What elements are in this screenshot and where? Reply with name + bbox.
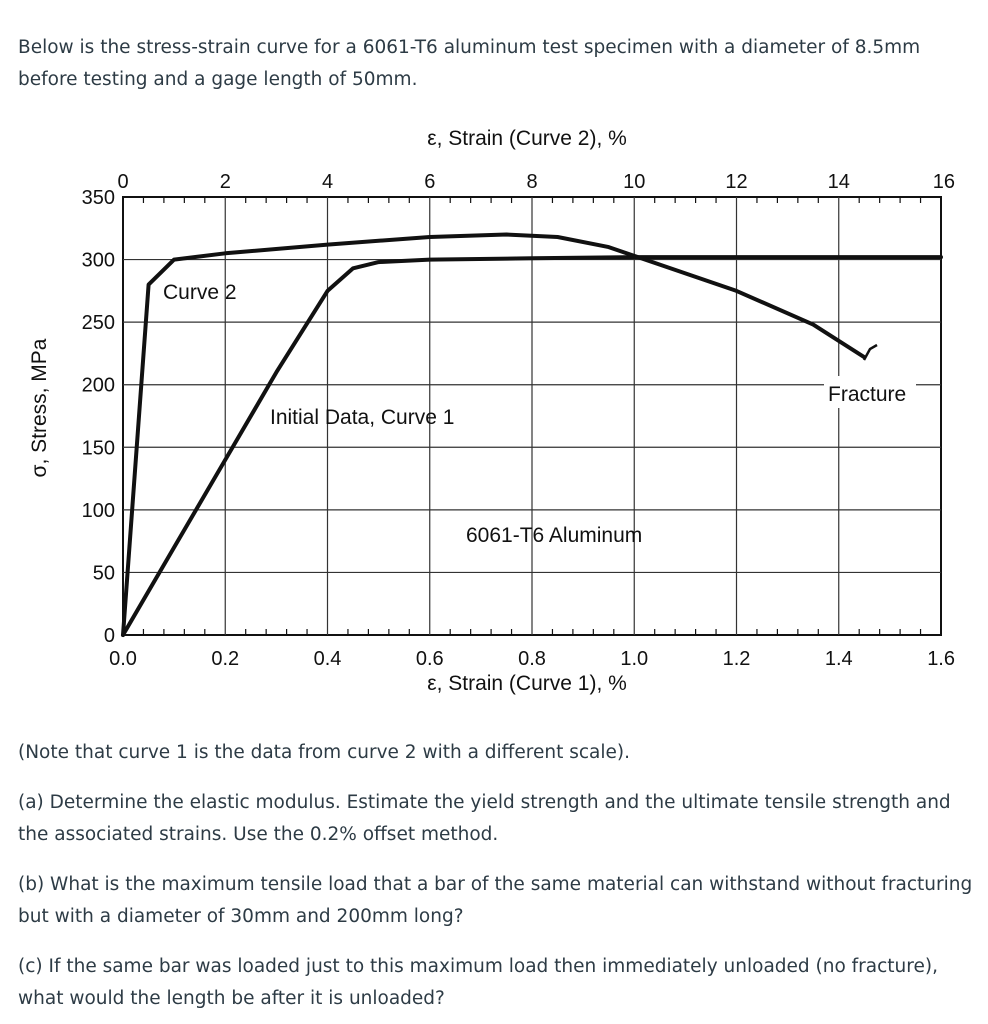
x-tick-label-bottom: 0.8	[518, 648, 546, 670]
x-tick-label-bottom: 0.4	[313, 648, 342, 670]
question-part-c: (c) If the same bar was loaded just to this maximum load then immediately unloaded (no fracture), what would the length be after it is unloaded?	[18, 956, 938, 1009]
x-tick-label-top: 16	[932, 171, 955, 193]
question-part-b: (b) What is the maximum tensile load that a bar of the same material can withstand without fracturing but with a diameter of 30mm and 200mm long?	[18, 874, 973, 927]
x-tick-label-top: 4	[321, 171, 334, 193]
stress-strain-chart	[0, 118, 988, 708]
y-tick-label: 100	[81, 499, 115, 522]
x-tick-label-top: 14	[827, 171, 850, 193]
y-tick-label: 150	[81, 437, 115, 460]
y-tick-label: 350	[81, 187, 115, 209]
x-tick-label-bottom: 0.6	[415, 648, 444, 670]
y-tick-label: 300	[81, 249, 115, 272]
question-part-a: (a) Determine the elastic modulus. Estimate the yield strength and the ultimate tensile strength and the associated strains. Use the 0.2% offset method.	[18, 792, 951, 845]
x-tick-label-top: 0	[117, 171, 129, 193]
x-tick-label-top: 10	[623, 171, 646, 193]
question-intro: Below is the stress-strain curve for a 6061-T6 aluminum test specimen with a diameter of 8.5mm before testing and a gage length of 50mm.	[18, 37, 921, 90]
x-tick-label-bottom: 1.2	[722, 648, 751, 670]
y-tick-label: 200	[81, 374, 115, 397]
x-tick-label-bottom: 0.2	[211, 648, 240, 670]
x-tick-label-top: 8	[526, 171, 538, 193]
x-tick-label-bottom: 1.0	[620, 648, 649, 670]
y-axis-label: σ, Stress, MPa	[28, 338, 51, 478]
x-tick-label-top: 12	[725, 171, 748, 193]
y-tick-label: 0	[103, 625, 115, 647]
annotation-curve-1: Initial Data, Curve 1	[270, 406, 455, 429]
x-tick-label-top: 6	[424, 171, 436, 193]
question-note: (Note that curve 1 is the data from curve 2 with a different scale).	[18, 742, 631, 763]
top-x-axis-label: ε, Strain (Curve 2), %	[427, 127, 627, 150]
annotation-curve-2: Curve 2	[163, 281, 237, 304]
chart-title-annotation: 6061-T6 Aluminum	[466, 524, 643, 547]
x-tick-label-top: 2	[219, 171, 231, 193]
bottom-x-axis-label: ε, Strain (Curve 1), %	[427, 672, 627, 695]
y-tick-label: 50	[92, 562, 115, 585]
y-tick-label: 250	[81, 312, 115, 335]
x-tick-label-bottom: 1.6	[927, 648, 955, 670]
x-tick-label-bottom: 0.0	[109, 648, 137, 670]
annotation-fracture: Fracture	[828, 383, 907, 406]
x-tick-label-bottom: 1.4	[824, 648, 853, 670]
